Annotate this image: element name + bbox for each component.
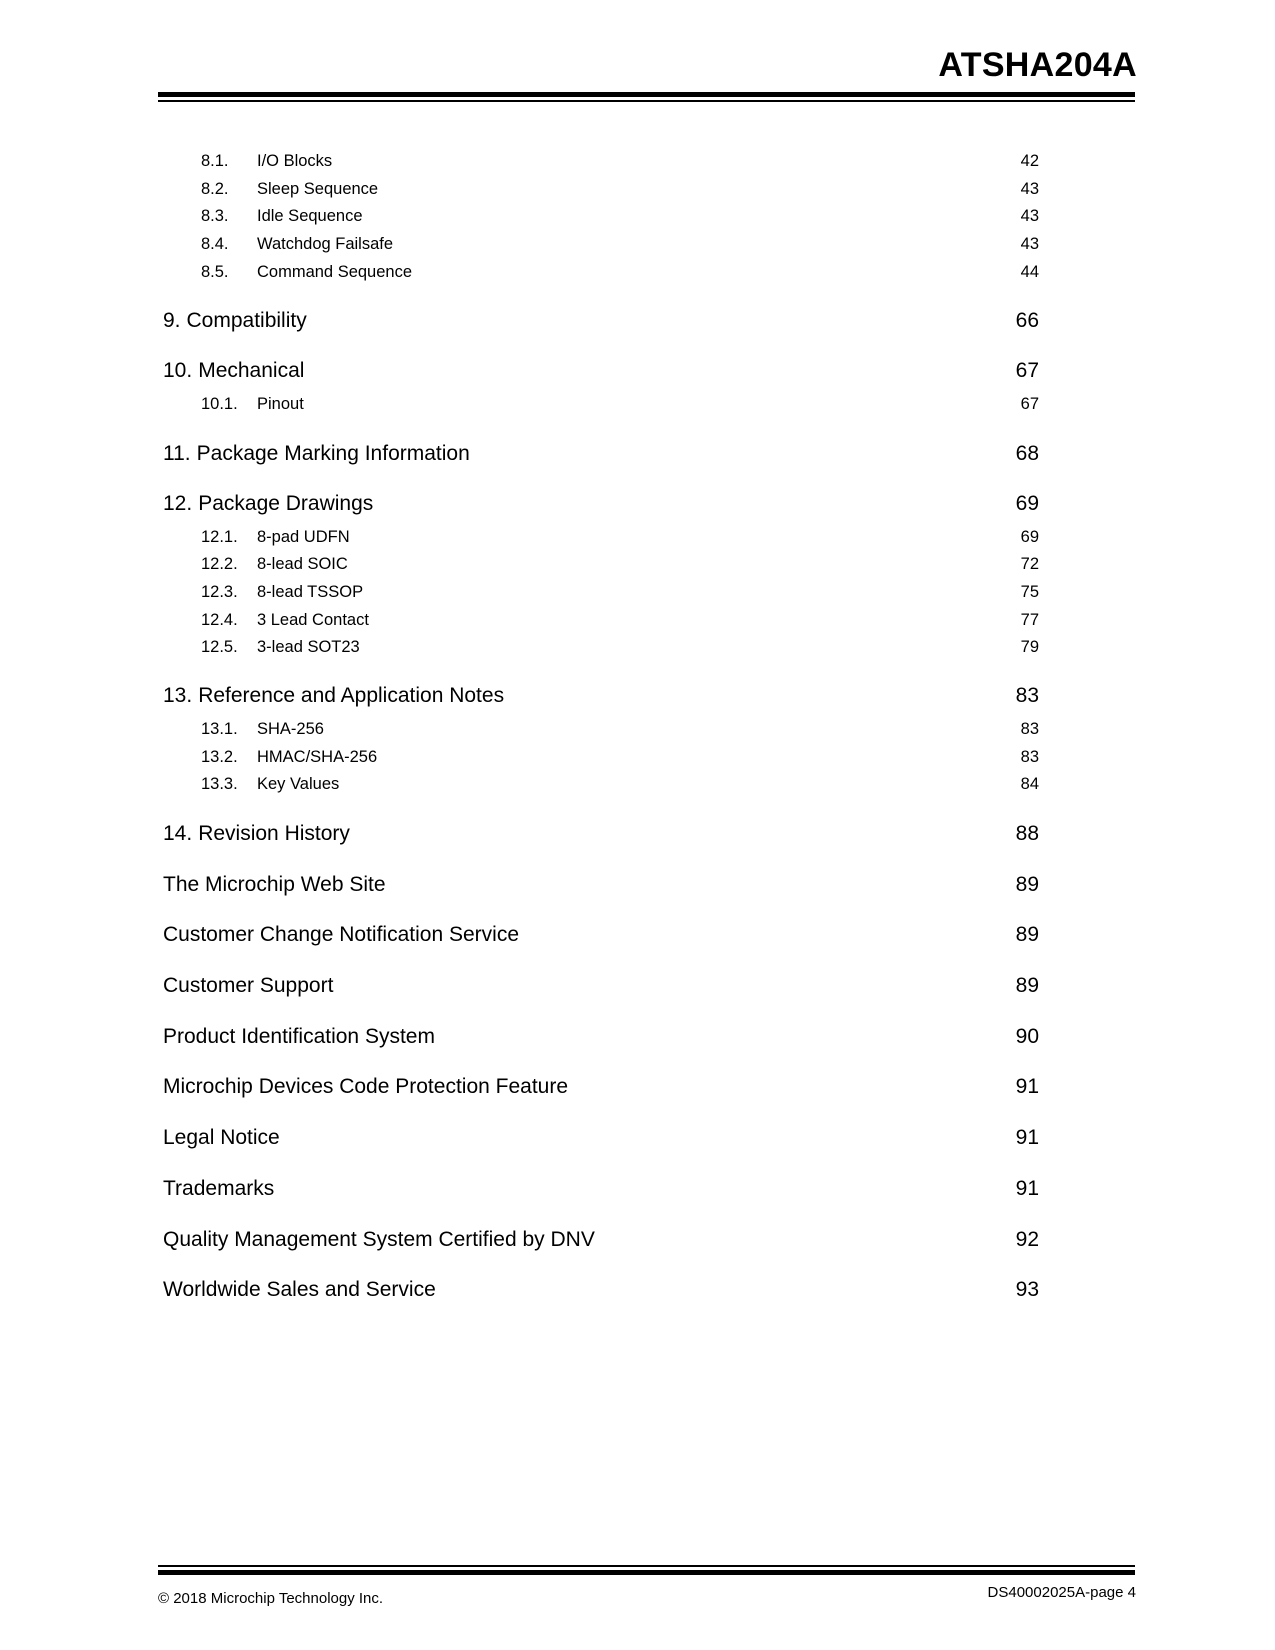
footer-doc-id: DS40002025A-page 4 bbox=[987, 1584, 1136, 1601]
header-rule-thin bbox=[158, 100, 1135, 102]
toc-entry-title: Pinout bbox=[257, 395, 304, 414]
toc-entry-number: 13. bbox=[163, 683, 193, 707]
toc-entry[interactable] bbox=[163, 1215, 1039, 1266]
toc-entry[interactable] bbox=[163, 176, 1039, 204]
table-of-contents bbox=[163, 148, 1039, 1316]
toc-entry-title: Quality Management System Certified by DNV bbox=[163, 1227, 595, 1251]
toc-entry-number: 9. bbox=[163, 309, 181, 333]
toc-entry[interactable] bbox=[163, 771, 1039, 799]
toc-entry-title: Key Values bbox=[257, 775, 340, 794]
toc-entry-number: 12.1. bbox=[201, 527, 238, 546]
toc-entry-title: Compatibility bbox=[186, 309, 307, 333]
toc-entry-page: 68 bbox=[1015, 441, 1039, 465]
footer-copyright: © 2018 Microchip Technology Inc. bbox=[158, 1590, 384, 1607]
toc-entry-page: 91 bbox=[1015, 1176, 1039, 1200]
toc-entry-page: 79 bbox=[1020, 638, 1039, 657]
toc-entry[interactable] bbox=[163, 524, 1039, 552]
toc-entry[interactable] bbox=[163, 296, 1039, 347]
toc-entry-page: 93 bbox=[1015, 1278, 1039, 1302]
toc-entry[interactable] bbox=[163, 347, 1039, 391]
toc-entry[interactable] bbox=[163, 480, 1039, 524]
toc-entry-number: 8.3. bbox=[201, 207, 229, 226]
toc-entry-page: 66 bbox=[1015, 309, 1039, 333]
toc-entry-page: 92 bbox=[1015, 1227, 1039, 1251]
toc-entry-number: 12.2. bbox=[201, 555, 238, 574]
toc-entry-page: 69 bbox=[1020, 527, 1039, 546]
toc-entry[interactable] bbox=[163, 551, 1039, 579]
toc-entry-number: 8.2. bbox=[201, 179, 229, 198]
toc-entry[interactable] bbox=[163, 910, 1039, 961]
toc-entry-page: 91 bbox=[1015, 1126, 1039, 1150]
toc-entry-title: 8-lead TSSOP bbox=[257, 582, 364, 601]
toc-entry[interactable] bbox=[163, 1012, 1039, 1063]
toc-entry-number: 13.3. bbox=[201, 775, 238, 794]
toc-entry-number: 12.4. bbox=[201, 610, 238, 629]
toc-entry-title: Idle Sequence bbox=[257, 207, 363, 226]
toc-entry-number: 13.2. bbox=[201, 747, 238, 766]
toc-entry[interactable] bbox=[163, 744, 1039, 772]
toc-entry-page: 89 bbox=[1015, 974, 1039, 998]
toc-entry[interactable] bbox=[163, 1062, 1039, 1113]
toc-entry-page: 75 bbox=[1020, 582, 1039, 601]
toc-entry-title: Worldwide Sales and Service bbox=[163, 1278, 436, 1302]
toc-entry-page: 72 bbox=[1020, 555, 1039, 574]
footer-rule-thick bbox=[158, 1570, 1135, 1575]
toc-entry-number: 13.1. bbox=[201, 719, 238, 738]
toc-entry-page: 83 bbox=[1015, 683, 1039, 707]
toc-entry-page: 77 bbox=[1020, 610, 1039, 629]
document-title: ATSHA204A bbox=[938, 46, 1137, 84]
toc-entry-title: Mechanical bbox=[198, 359, 305, 383]
toc-entry-page: 91 bbox=[1015, 1075, 1039, 1099]
toc-entry[interactable] bbox=[163, 809, 1039, 860]
toc-entry[interactable] bbox=[163, 231, 1039, 259]
toc-entry[interactable] bbox=[163, 1164, 1039, 1215]
toc-entry-page: 84 bbox=[1020, 775, 1039, 794]
toc-entry[interactable] bbox=[163, 203, 1039, 231]
toc-entry[interactable] bbox=[163, 961, 1039, 1012]
toc-entry[interactable] bbox=[163, 716, 1039, 744]
toc-entry-page: 88 bbox=[1015, 822, 1039, 845]
toc-entry[interactable] bbox=[163, 672, 1039, 716]
toc-entry-title: The Microchip Web Site bbox=[163, 872, 386, 896]
toc-entry[interactable] bbox=[163, 634, 1039, 662]
toc-entry[interactable] bbox=[163, 579, 1039, 607]
toc-entry[interactable] bbox=[163, 391, 1039, 419]
header-rule-thick bbox=[158, 92, 1135, 97]
toc-entry-number: 10. bbox=[163, 359, 193, 383]
toc-entry-number: 8.1. bbox=[201, 152, 229, 170]
toc-entry-title: Watchdog Failsafe bbox=[257, 235, 394, 254]
toc-entry-number: 12. bbox=[163, 491, 193, 515]
toc-entry-title: 8-lead SOIC bbox=[257, 555, 348, 574]
toc-entry-title: Sleep Sequence bbox=[257, 179, 379, 198]
toc-entry-page: 67 bbox=[1015, 359, 1039, 383]
toc-entry-title: Package Drawings bbox=[198, 491, 374, 515]
toc-entry-page: 89 bbox=[1015, 923, 1039, 947]
toc-entry[interactable] bbox=[163, 860, 1039, 911]
toc-entry-title: 8-pad UDFN bbox=[257, 527, 350, 546]
toc-entry[interactable] bbox=[163, 429, 1039, 480]
toc-entry-number: 12.3. bbox=[201, 582, 238, 601]
toc-entry-page: 67 bbox=[1020, 395, 1039, 414]
toc-entry-title: HMAC/SHA-256 bbox=[257, 747, 378, 766]
toc-entry-page: 83 bbox=[1020, 719, 1039, 738]
toc-entry-title: Command Sequence bbox=[257, 262, 413, 281]
toc-entry[interactable] bbox=[163, 1265, 1039, 1316]
footer-rule-thin bbox=[158, 1565, 1135, 1567]
toc-entry-page: 42 bbox=[1020, 152, 1039, 170]
toc-entry-title: Product Identification System bbox=[163, 1024, 435, 1048]
toc-entry-page: 43 bbox=[1020, 179, 1039, 198]
toc-entry-page: 90 bbox=[1015, 1024, 1039, 1048]
toc-entry-title: 3 Lead Contact bbox=[257, 610, 369, 629]
toc-entry[interactable] bbox=[163, 259, 1039, 287]
toc-entry[interactable] bbox=[163, 607, 1039, 635]
toc-entry-number: 8.4. bbox=[201, 235, 229, 254]
toc-entry-title: Customer Change Notification Service bbox=[163, 923, 519, 947]
toc-entry-number: 12.5. bbox=[201, 638, 238, 657]
toc-entry-title: Revision History bbox=[198, 822, 350, 845]
toc-entry-title: SHA-256 bbox=[257, 719, 324, 738]
toc-entry-title: 3-lead SOT23 bbox=[257, 638, 360, 657]
toc-entry-title: Customer Support bbox=[163, 974, 334, 998]
toc-entry[interactable] bbox=[163, 148, 1039, 176]
toc-entry-title: Legal Notice bbox=[163, 1126, 280, 1150]
toc-entry[interactable] bbox=[163, 1113, 1039, 1164]
toc-entry-page: 43 bbox=[1020, 235, 1039, 254]
toc-entry-title: Reference and Application Notes bbox=[198, 683, 505, 707]
toc-entry-number: 8.5. bbox=[201, 262, 229, 281]
toc-entry-title: Microchip Devices Code Protection Feature bbox=[163, 1075, 569, 1099]
toc-entry-title: I/O Blocks bbox=[257, 152, 333, 170]
toc-entry-number: 11. bbox=[163, 441, 191, 465]
toc-entry-page: 44 bbox=[1020, 262, 1039, 281]
toc-entry-number: 10.1. bbox=[201, 395, 238, 414]
toc-entry-page: 83 bbox=[1020, 747, 1039, 766]
toc-entry-title: Package Marking Information bbox=[196, 441, 470, 465]
toc-entry-number: 14. bbox=[163, 822, 193, 845]
toc-entry-page: 69 bbox=[1015, 491, 1039, 515]
toc-entry-page: 43 bbox=[1020, 207, 1039, 226]
toc-entry-title: Trademarks bbox=[163, 1176, 275, 1200]
toc-entry-page: 89 bbox=[1015, 872, 1039, 896]
